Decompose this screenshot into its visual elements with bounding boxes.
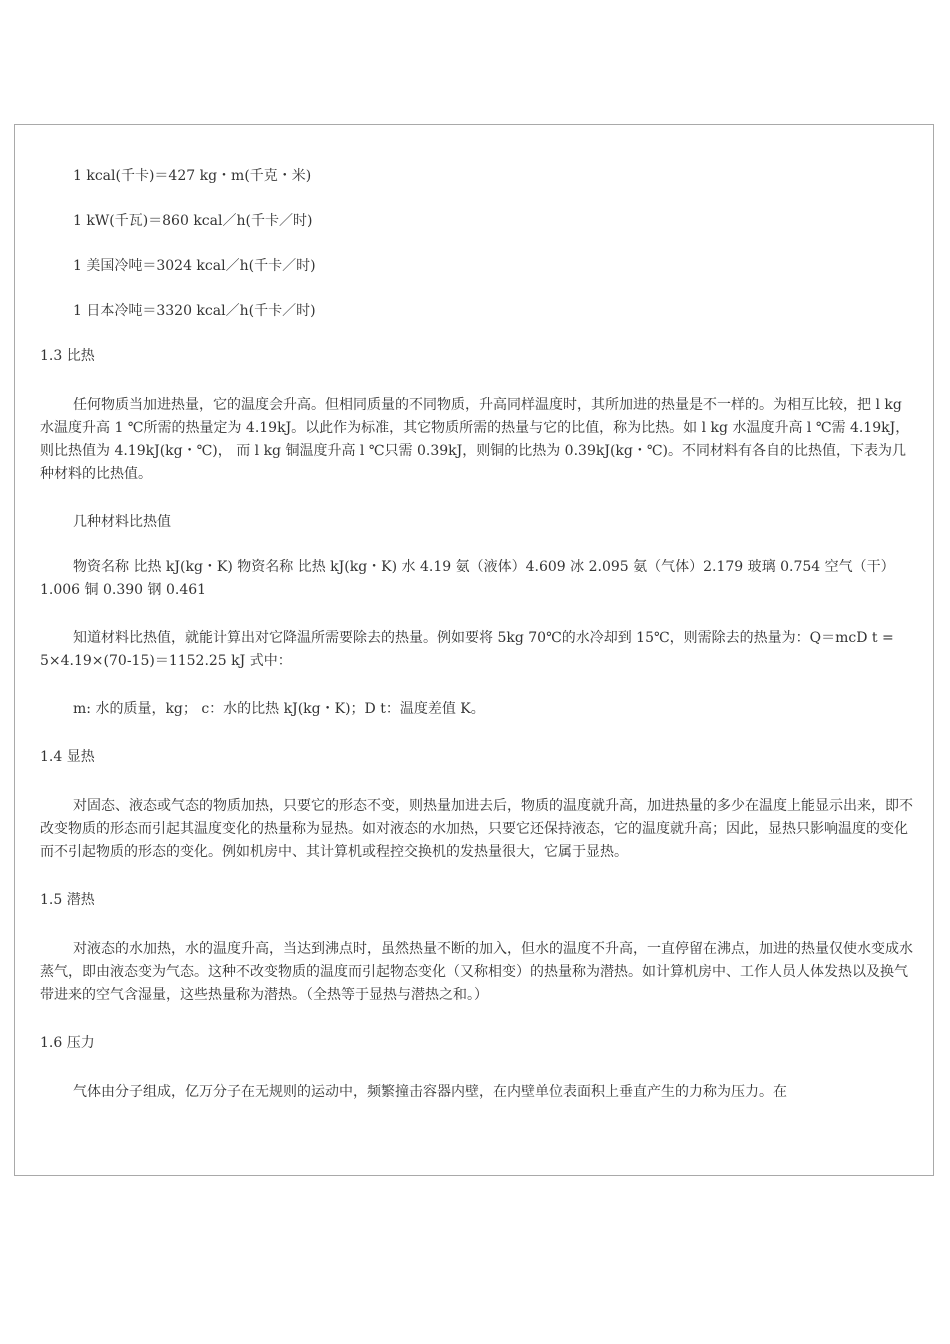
unit-conversion-kw: 1 kW(千瓦)＝860 kcal／h(千卡／时) <box>73 213 313 229</box>
document-content <box>40 165 914 1129</box>
paragraph-specific-heat-intro: 任何物质当加进热量，它的温度会升高。但相同质量的不同物质，升高同样温度时，其所加进的热量是不一样的。为相互比较，把 l kg 水温度升高 1 ℃所需的热量定为 4.19kJ。以此作为标准，其它物质所需的热量与它的比值，称为比热。如 l kg 水温度升高 l ℃需 4.19kJ，则比热值为 4.19kJ(kg・℃)， 而 l kg 铜温度升高 l ℃只需 0.39kJ，则铜的比热为 0.39kJ(kg・℃)。不同材料有各自的比热值，下表为几种材料的比热值。 <box>40 397 910 482</box>
paragraph-formula-legend: m: 水的质量，kg； c：水的比热 kJ(kg・K)；D t：温度差值 K。 <box>73 701 485 717</box>
unit-conversion-kcal: 1 kcal(千卡)＝427 kg・m(千克・米) <box>73 168 312 184</box>
specific-heat-table-text: 物资名称 比热 kJ(kg・K) 物资名称 比热 kJ(kg・K) 水 4.19 氨（液体）4.609 冰 2.095 氨（气体）2.179 玻璃 0.754 空气（干）1.006 铜 0.390 钢 0.461 <box>40 559 895 598</box>
section-heading-pressure: 1.6 压力 <box>40 1035 95 1051</box>
paragraph-latent-heat: 对液态的水加热，水的温度升高，当达到沸点时，虽然热量不断的加入，但水的温度不升高，一直停留在沸点，加进的热量仅使水变成水蒸气，即由液态变为气态。这种不改变物质的温度而引起物态变化（又称相变）的热量称为潜热。如计算机房中、工作人员人体发热以及换气带进来的空气含湿量，这些热量称为潜热。（全热等于显热与潜热之和。） <box>40 941 913 1003</box>
section-heading-latent-heat: 1.5 潜热 <box>40 892 95 908</box>
document-frame <box>14 124 934 1176</box>
paragraph-sensible-heat: 对固态、液态或气态的物质加热，只要它的形态不变，则热量加进去后，物质的温度就升高，加进热量的多少在温度上能显示出来，即不改变物质的形态而引起其温度变化的热量称为显热。如对液态的水加热，只要它还保持液态，它的温度就升高；因此，显热只影响温度的变化而不引起物质的形态的变化。例如机房中、其计算机或程控交换机的发热量很大，它属于显热。 <box>40 798 913 860</box>
paragraph-heat-calculation: 知道材料比热值，就能计算出对它降温所需要除去的热量。例如要将 5kg 70℃的水冷却到 15℃，则需除去的热量为：Q＝mcD t = 5×4.19×(70-15)＝1152.25 kJ 式中： <box>40 630 894 669</box>
table-title: 几种材料比热值 <box>73 514 171 530</box>
section-heading-sensible-heat: 1.4 显热 <box>40 749 95 765</box>
paragraph-pressure: 气体由分子组成，亿万分子在无规则的运动中，频繁撞击容器内壁，在内壁单位表面积上垂直产生的力称为压力。在 <box>73 1084 787 1100</box>
unit-conversion-us-ton: 1 美国冷吨＝3024 kcal／h(千卡／时) <box>73 258 316 274</box>
unit-conversion-jp-ton: 1 日本冷吨＝3320 kcal／h(千卡／时) <box>73 303 316 319</box>
section-heading-specific-heat: 1.3 比热 <box>40 348 95 364</box>
